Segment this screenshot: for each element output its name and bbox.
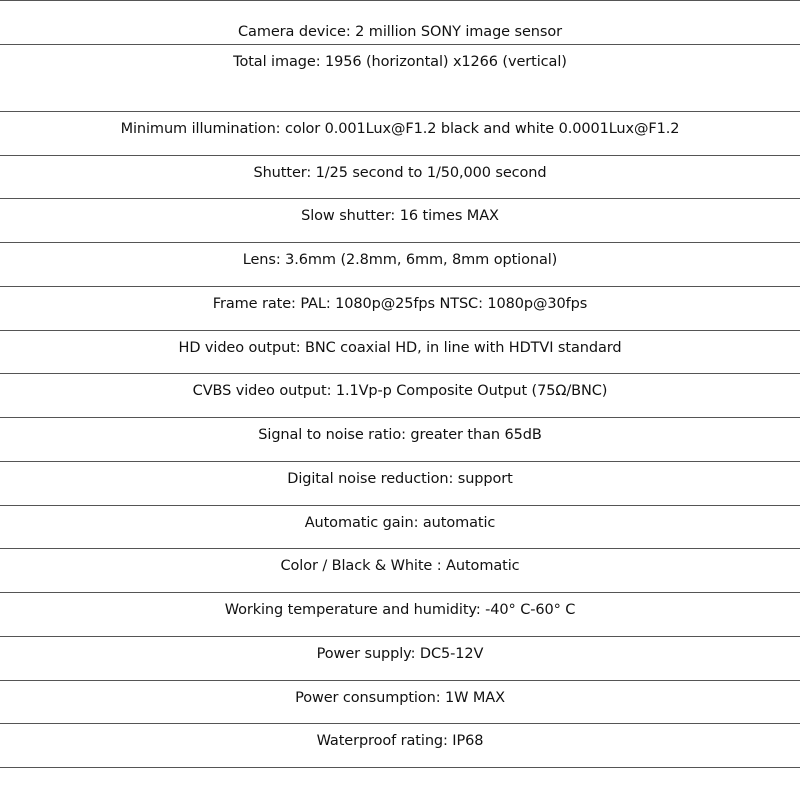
spec-text: Digital noise reduction: support xyxy=(287,471,513,487)
spec-row xyxy=(0,287,800,331)
spec-text: Slow shutter: 16 times MAX xyxy=(301,208,499,224)
spec-row xyxy=(0,45,800,112)
spec-text: Working temperature and humidity: -40° C-60° C xyxy=(224,602,576,618)
spec-text: Power supply: DC5-12V xyxy=(316,646,484,662)
spec-row xyxy=(0,243,800,287)
spec-text: Color / Black & White : Automatic xyxy=(280,558,520,574)
spec-row xyxy=(0,724,800,768)
spec-row xyxy=(0,156,800,199)
spec-row xyxy=(0,112,800,156)
spec-row xyxy=(0,462,800,506)
spec-text: Waterproof rating: IP68 xyxy=(316,733,484,749)
spec-text: Frame rate: PAL: 1080p@25fps NTSC: 1080p@30fps xyxy=(212,296,588,312)
spec-row xyxy=(0,549,800,593)
spec-text: Minimum illumination: color 0.001Lux@F1.2 black and white 0.0001Lux@F1.2 xyxy=(120,121,680,137)
spec-row xyxy=(0,681,800,724)
spec-text: Automatic gain: automatic xyxy=(304,515,496,531)
spec-text: HD video output: BNC coaxial HD, in line with HDTVI standard xyxy=(178,340,622,356)
spec-row xyxy=(0,637,800,681)
spec-row xyxy=(0,374,800,418)
spec-row xyxy=(0,418,800,462)
spec-text: Total image: 1956 (horizontal) x1266 (vertical) xyxy=(233,54,567,70)
spec-text: Shutter: 1/25 second to 1/50,000 second xyxy=(253,165,547,181)
spec-row xyxy=(0,506,800,549)
spec-row xyxy=(0,593,800,637)
spec-text: Camera device: 2 million SONY image sensor xyxy=(238,24,562,40)
spec-text: Signal to noise ratio: greater than 65dB xyxy=(258,427,542,443)
spec-text: CVBS video output: 1.1Vp-p Composite Output (75Ω/BNC) xyxy=(192,383,608,399)
spec-text: Power consumption: 1W MAX xyxy=(295,690,505,706)
spec-text: Lens: 3.6mm (2.8mm, 6mm, 8mm optional) xyxy=(242,252,558,268)
spec-row xyxy=(0,1,800,45)
spec-row xyxy=(0,199,800,243)
spec-row xyxy=(0,331,800,374)
